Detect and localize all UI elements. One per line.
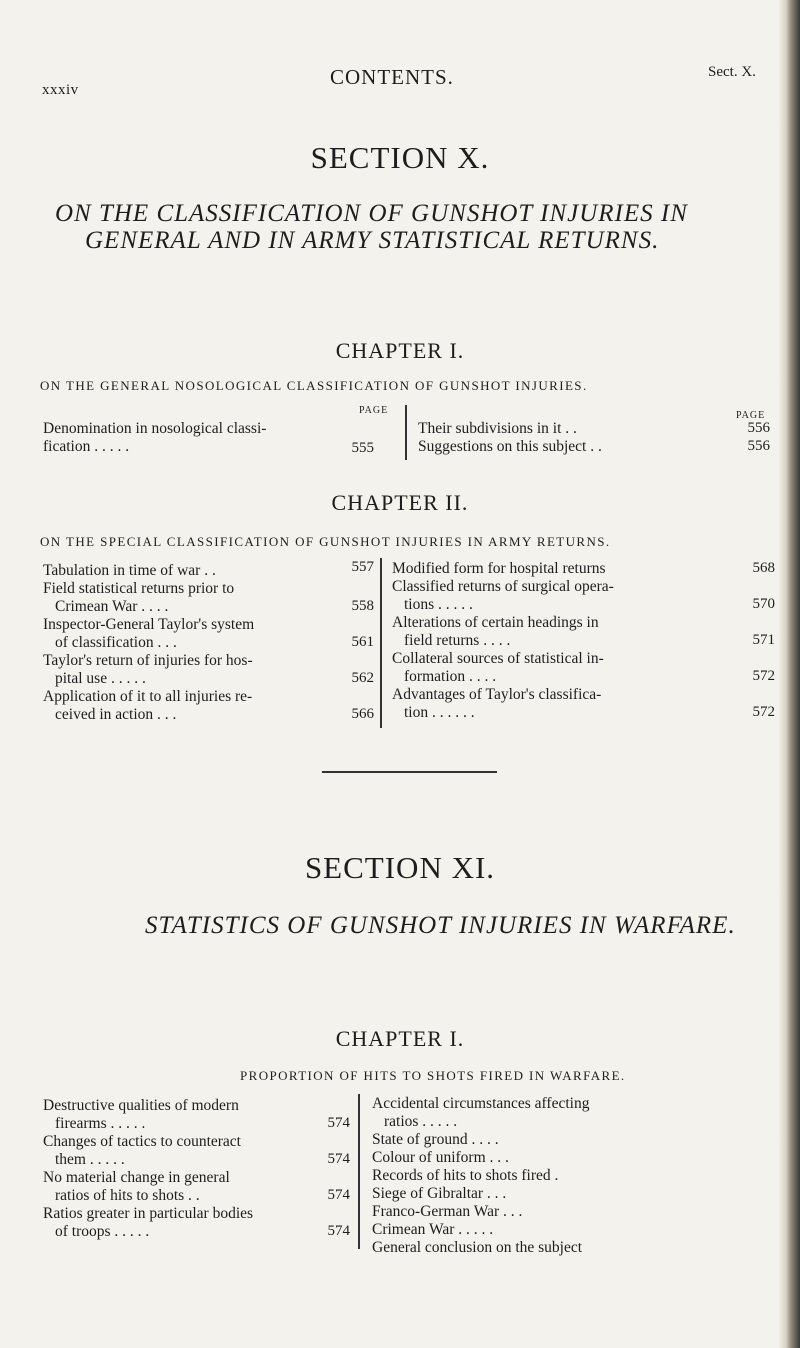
toc-entry-page: 568 [752,560,775,576]
section-x-subtitle-line2: GENERAL AND IN ARMY STATISTICAL RETURNS. [85,227,660,254]
toc-entry: Application of it to all injuries re- ceived in action . . . [43,688,253,723]
section-x-chapter2-heading: ON THE SPECIAL CLASSIFICATION OF GUNSHOT INJURIES IN ARMY RETURNS. [40,534,611,549]
toc-entry: Their subdivisions in it . . [418,420,577,437]
toc-entry: Franco-German War . . . [372,1203,523,1220]
toc-entry-page: 562 [351,670,374,686]
toc-entry-page: 574 [327,1115,350,1131]
toc-entry: Crimean War . . . . . [372,1221,494,1238]
column-divider [405,405,407,460]
toc-entry-page: 574 [327,1151,350,1167]
toc-entry: Classified returns of surgical opera- tions . . . . . [392,578,614,613]
toc-entry: Records of hits to shots fired . [372,1167,559,1184]
toc-entry: Collateral sources of statistical in- formation . . . . [392,650,604,685]
section-xi-subtitle: STATISTICS OF GUNSHOT INJURIES IN WARFARE. [145,912,736,939]
section-x-chapter1-title: CHAPTER I. [335,338,465,363]
page-label-right: PAGE [736,410,766,421]
toc-entry: Ratios greater in particular bodies of troops . . . . . [43,1205,254,1240]
toc-entry-page: 566 [351,706,374,722]
page-label-left: PAGE [359,405,389,416]
section-reference: Sect. X. [708,64,756,80]
section-xi-chapter1-heading: PROPORTION OF HITS TO SHOTS FIRED IN WARFARE. [240,1068,626,1083]
section-x-subtitle-line1: ON THE CLASSIFICATION OF GUNSHOT INJURIES IN [55,200,688,227]
toc-entry-page: 572 [752,668,775,684]
section-xi-title: SECTION XI. [304,850,496,885]
toc-entry: Alterations of certain headings in field returns . . . . [392,614,599,649]
toc-entry: Tabulation in time of war . . [43,562,216,579]
toc-entry-page: 561 [351,634,374,650]
toc-entry-page: 570 [752,596,775,612]
toc-entry: Advantages of Taylor's classifica- tion . . . . . . [392,686,602,721]
toc-entry: State of ground . . . . [372,1131,499,1148]
toc-entry: Suggestions on this subject . . [418,438,602,455]
toc-entry-page: 574 [327,1223,350,1239]
toc-entry: General conclusion on the subject [372,1239,583,1256]
toc-entry: Modified form for hospital returns [392,560,606,577]
page-number: xxxiv [42,82,79,98]
toc-entry: Changes of tactics to counteract them . . . . . [43,1133,241,1168]
toc-entry-page: 556 [747,420,770,436]
column-divider [380,558,382,728]
page-edge-shadow [778,0,800,1348]
toc-entry-page: 574 [327,1187,350,1203]
toc-entry-page: 555 [351,440,374,456]
toc-entry-page: 558 [351,598,374,614]
section-x-chapter2-title: CHAPTER II. [331,490,469,515]
toc-entry: Inspector-General Taylor's system of classification . . . [43,616,255,651]
toc-entry: Field statistical returns prior to Crimean War . . . . [43,580,235,615]
toc-entry-page: 556 [747,438,770,454]
toc-entry: Siege of Gibraltar . . . [372,1185,507,1202]
running-title: CONTENTS. [330,65,454,89]
toc-entry-page: 572 [752,704,775,720]
toc-entry: Taylor's return of injuries for hos- pital use . . . . . [43,652,253,687]
toc-entry: Accidental circumstances affecting ratios . . . . . [372,1095,590,1130]
section-xi-chapter1-title: CHAPTER I. [335,1026,465,1051]
toc-entry: Denomination in nosological classi- fication . . . . . [43,420,267,455]
column-divider [358,1094,360,1249]
section-x-chapter1-heading: ON THE GENERAL NOSOLOGICAL CLASSIFICATION OF GUNSHOT INJURIES. [40,378,588,393]
toc-entry-page: 557 [351,559,374,575]
toc-entry-page: 571 [752,632,775,648]
section-x-title: SECTION X. [310,140,490,175]
section-divider [322,771,497,773]
toc-entry: No material change in general ratios of hits to shots . . [43,1169,230,1204]
toc-entry: Colour of uniform . . . [372,1149,509,1166]
toc-entry: Destructive qualities of modern firearms . . . . . [43,1097,239,1132]
